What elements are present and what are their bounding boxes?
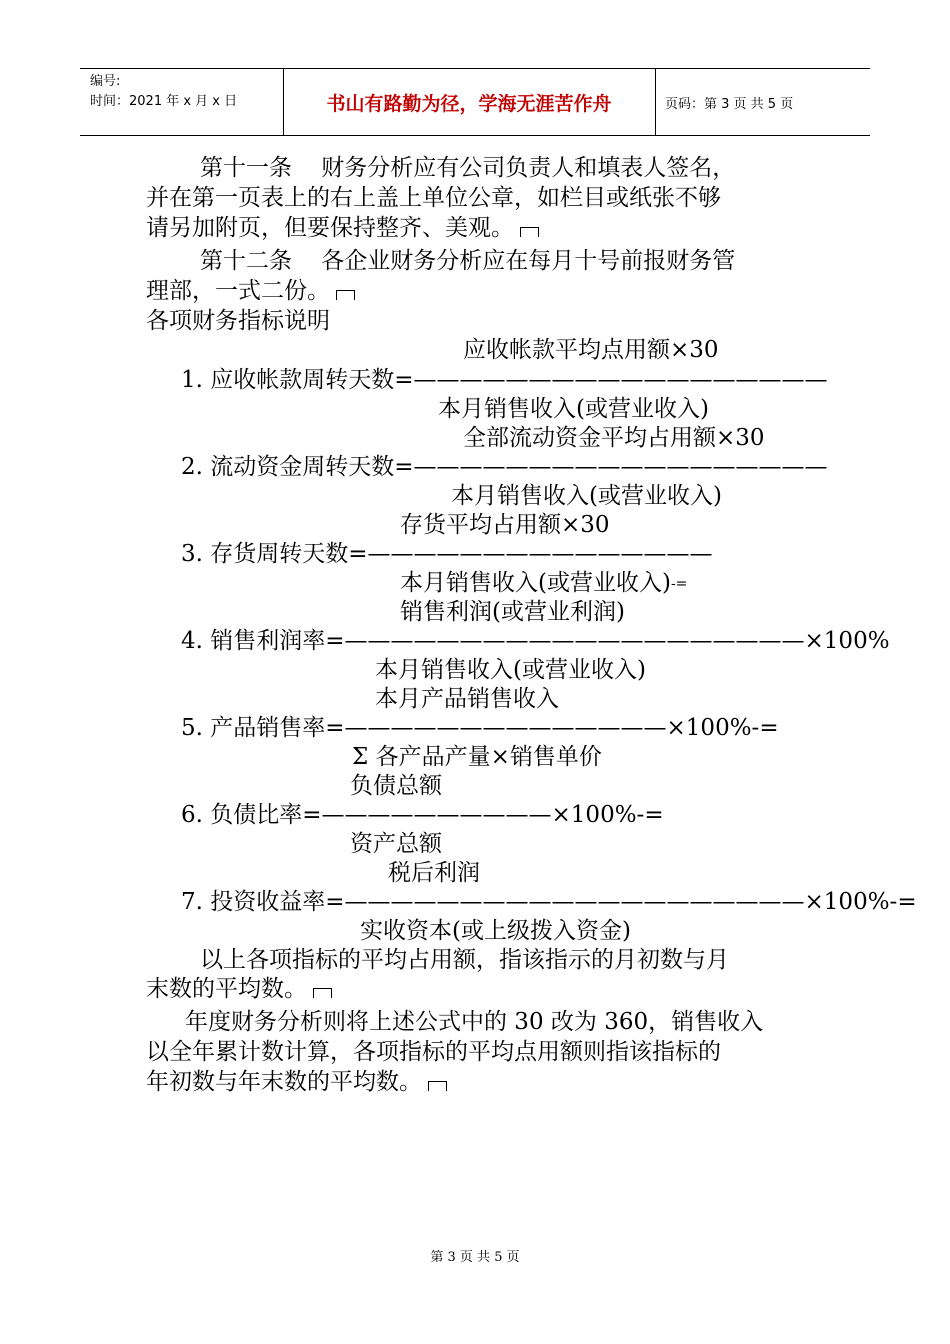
formula-2-numerator: 全部流动资金平均占用额×30 (463, 425, 765, 451)
formula-2-row: 2. 流动资金周转天数=—————————————————— (181, 454, 828, 480)
header-divider-right (655, 68, 656, 136)
formula-4-numerator: 销售利润(或营业利润) (400, 599, 625, 625)
article-12-line-1: 第十二条 各企业财务分析应在每月十号前报财务管 (200, 248, 736, 274)
formula-2-denominator: 本月销售收入(或营业收入) (451, 483, 722, 509)
header-motto: 书山有路勤为径，学海无涯苦作舟 (326, 92, 612, 115)
article-11-line-3: 请另加附页，但要保持整齐、美观。 (146, 214, 539, 243)
formula-1-row: 1. 应收帐款周转天数=—————————————————— (181, 367, 828, 393)
paragraph-mark-icon (520, 227, 539, 237)
paragraph-mark-icon (336, 290, 355, 300)
formula-4-denominator: 本月销售收入(或营业收入) (375, 657, 646, 683)
formula-3-denominator: 本月销售收入(或营业收入)-= (400, 570, 688, 596)
formula-1-denominator: 本月销售收入(或营业收入) (438, 396, 709, 422)
formula-7-row: 7. 投资收益率=————————————————————×100%-= (181, 889, 917, 915)
formula-3-numerator: 存货平均占用额×30 (400, 512, 610, 538)
formula-5-row: 5. 产品销售率=——————————————×100%-= (181, 715, 779, 741)
closing-a-line-1: 以上各项指标的平均占用额，指该指示的月初数与月 (200, 947, 729, 973)
section-title: 各项财务指标说明 (146, 308, 330, 334)
header-meta (90, 72, 280, 112)
formula-5-numerator: 本月产品销售收入 (375, 686, 559, 712)
closing-a-line-2: 末数的平均数。 (146, 975, 332, 1004)
paragraph-mark-icon (313, 988, 332, 998)
closing-b-line-3: 年初数与年末数的平均数。 (146, 1068, 447, 1097)
formula-1-numerator: 应收帐款平均点用额×30 (463, 337, 719, 363)
formula-6-numerator: 负债总额 (350, 773, 442, 799)
article-12-line-2: 理部，一式二份。 (146, 277, 355, 306)
article-11-line-1: 第十一条 财务分析应有公司负责人和填表人签名， (200, 155, 736, 181)
serial-label: 编号: (90, 74, 121, 89)
formula-4-row: 4. 销售利润率=————————————————————×100% (181, 628, 890, 654)
formula-7-denominator: 实收资本(或上级拨入资金) (360, 918, 631, 944)
page-footer: 第 3 页 共 5 页 (430, 1250, 520, 1265)
document-header (80, 68, 870, 136)
paragraph-mark-icon (428, 1081, 447, 1091)
formula-7-numerator: 税后利润 (388, 860, 480, 886)
article-11-line-2: 并在第一页表上的右上盖上单位公章，如栏目或纸张不够 (146, 185, 721, 211)
formula-5-denominator: Σ 各产品产量×销售单价 (352, 744, 602, 770)
closing-b-line-1: 年度财务分析则将上述公式中的 30 改为 360，销售收入 (185, 1009, 764, 1035)
closing-b-line-2: 以全年累计数计算，各项指标的平均点用额则指该指标的 (146, 1039, 721, 1065)
header-page-label: 页码：第 3 页 共 5 页 (665, 96, 794, 112)
date-label: 时间：2021 年 x 月 x 日 (90, 94, 238, 109)
formula-6-denominator: 资产总额 (350, 831, 442, 857)
formula-6-row: 6. 负债比率=——————————×100%-= (181, 802, 664, 828)
formula-3-row: 3. 存货周转天数=——————————————— (181, 541, 713, 567)
